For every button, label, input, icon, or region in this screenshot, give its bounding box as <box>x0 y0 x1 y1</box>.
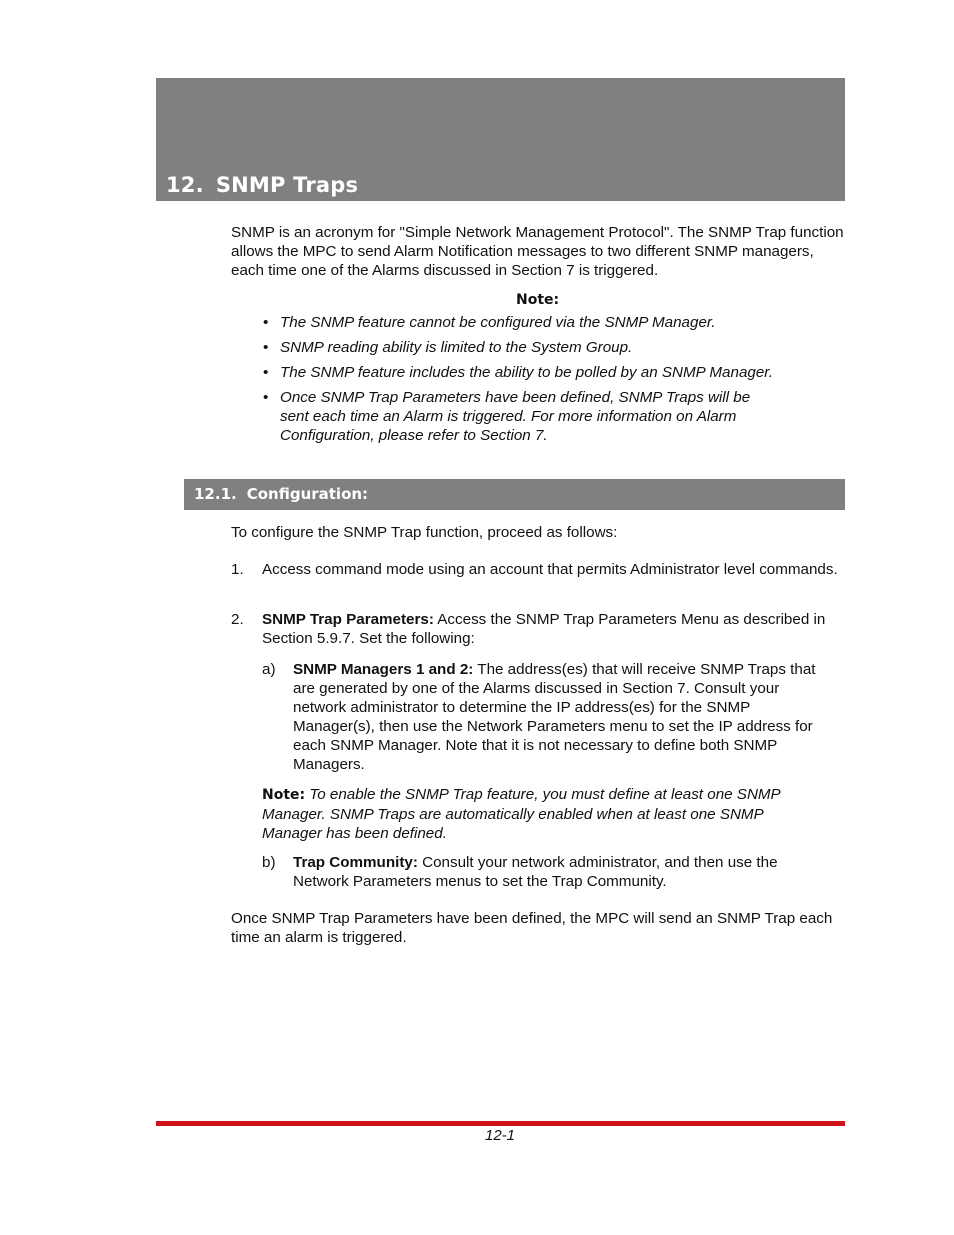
page-number: 12-1 <box>485 1127 516 1144</box>
note-item <box>263 338 783 357</box>
inline-note <box>262 785 802 843</box>
substep-bold: SNMP Managers 1 and 2: <box>293 661 474 678</box>
section-title-text: Configuration: <box>246 485 369 503</box>
substep-bold: Trap Community: <box>293 854 418 871</box>
substep-letter: a) <box>262 661 276 678</box>
note-heading: Note: <box>516 292 560 308</box>
note-item <box>263 363 783 382</box>
note-item <box>263 313 783 332</box>
chapter-number: 12. <box>166 173 204 197</box>
step-body <box>262 610 845 648</box>
substep-body <box>293 853 822 891</box>
step-number: 1. <box>231 561 244 578</box>
bullet-icon: • <box>263 389 269 406</box>
inline-note-text: To enable the SNMP Trap feature, you must define at least one SNMP Manager. SNMP Traps are automatically enabled when at least one SNMP Manager has been defined. <box>262 786 781 842</box>
intro-paragraph: SNMP is an acronym for "Simple Network Management Protocol". The SNMP Trap function allows the MPC to send Alarm Notification messages to two different SNMP managers, each time one of the Alarms discussed in Section 7 is triggered. <box>231 224 844 279</box>
section-title <box>194 485 368 504</box>
section-banner <box>184 479 845 510</box>
note-item-text: SNMP reading ability is limited to the System Group. <box>280 339 633 356</box>
substep-item <box>262 853 822 891</box>
substep-text: Consult your network administrator, and then use the Network Parameters menus to set the Trap Community. <box>293 854 778 890</box>
note-item-text: The SNMP feature cannot be configured via the SNMP Manager. <box>280 314 716 331</box>
step-bold: SNMP Trap Parameters: <box>262 611 434 628</box>
substep-letter: b) <box>262 854 276 871</box>
substep-body <box>293 660 822 774</box>
chapter-title <box>166 173 359 197</box>
bullet-icon: • <box>263 339 269 356</box>
section-number: 12.1. <box>194 485 237 503</box>
step-item <box>231 610 845 648</box>
bullet-icon: • <box>263 314 269 331</box>
substep-text: The address(es) that will receive SNMP Traps that are generated by one of the Alarms discussed in Section 7. Consult your network administrator to determine the IP address(es) for the SNMP Manager(s), then use the Network Parameters menu to set the IP address for each SNMP Manager. Note that it is not necessary to define both SNMP Managers. <box>293 661 816 773</box>
step-body <box>262 560 845 579</box>
inline-note-label: Note: <box>262 787 306 803</box>
chapter-title-text: SNMP Traps <box>215 173 359 197</box>
config-intro: To configure the SNMP Trap function, proceed as follows: <box>231 524 618 541</box>
bullet-icon: • <box>263 364 269 381</box>
note-item-text: The SNMP feature includes the ability to be polled by an SNMP Manager. <box>280 364 774 381</box>
chapter-banner <box>156 78 845 201</box>
step-number: 2. <box>231 611 244 628</box>
step-text: Access the SNMP Trap Parameters Menu as described in Section 5.9.7. Set the following: <box>262 611 826 647</box>
note-item <box>263 388 760 445</box>
note-item-text: Once SNMP Trap Parameters have been defined, SNMP Traps will be sent each time an Alarm is triggered. For more information on Alarm Configuration, please refer to Section 7. <box>280 389 751 444</box>
step-text: Access command mode using an account that permits Administrator level commands. <box>262 561 838 578</box>
step-item <box>231 560 845 579</box>
note-list <box>263 313 783 451</box>
substep-item <box>262 660 822 774</box>
closing-paragraph: Once SNMP Trap Parameters have been defined, the MPC will send an SNMP Trap each time an alarm is triggered. <box>231 910 833 946</box>
